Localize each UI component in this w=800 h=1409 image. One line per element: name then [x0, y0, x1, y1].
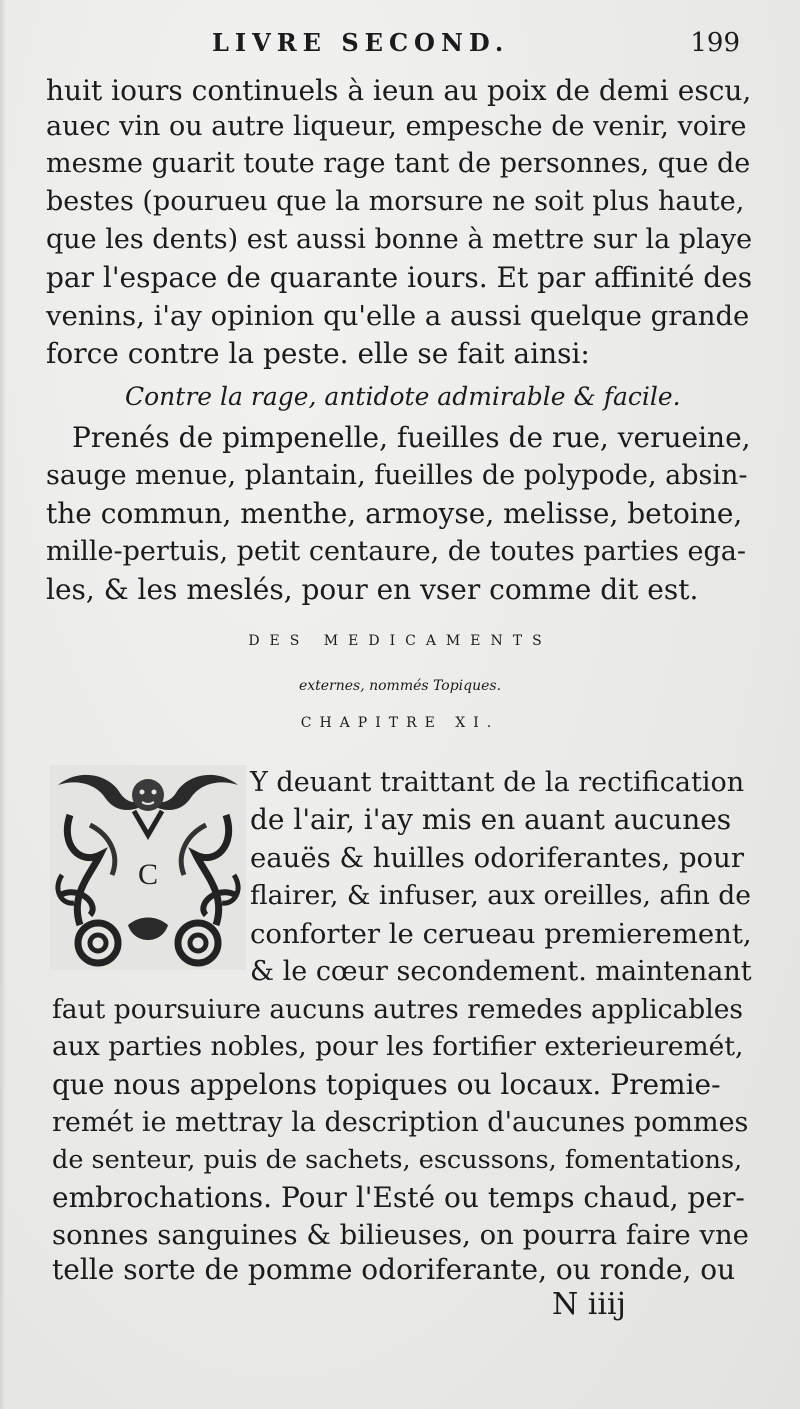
text-line: flairer, & infuser, aux oreilles, afin de [250, 880, 751, 911]
text-line: eauës & huilles odoriferantes, pour [250, 842, 744, 874]
chapter-heading: CHAPITRE XI. [300, 715, 500, 731]
section-subtitle: externes, nommés Topiques. [298, 678, 502, 694]
text-line: conforter le cerueau premierement, [250, 918, 752, 950]
text-line: mille-pertuis, petit centaure, de toutes parties ega- [46, 536, 747, 567]
running-head: LIVRE SECOND. [212, 28, 510, 57]
text-line: de l'air, i'ay mis en auant aucunes [250, 803, 732, 836]
text-line: the commun, menthe, armoyse, melisse, betoine, [46, 497, 743, 530]
text-line: remét ie mettray la description d'aucunes pommes [52, 1107, 749, 1138]
text-line: huit iours continuels à ieun au poix de demi escu, [46, 74, 752, 107]
text-line: & le cœur secondement. maintenant [250, 956, 752, 987]
text-line: aux parties nobles, pour les fortifier exterieuremét, [52, 1031, 744, 1062]
text-line: venins, i'ay opinion qu'elle a aussi quelque grande [46, 300, 750, 332]
page-header [0, 28, 800, 62]
page-edge [0, 0, 6, 1409]
text-line: sonnes sanguines & bilieuses, on pourra faire vne [52, 1219, 749, 1251]
page-number: 199 [690, 28, 740, 58]
text-line: Prenés de pimpenelle, fueilles de rue, verueine, [72, 421, 751, 454]
text-line: mesme guarit toute rage tant de personnes, que de [46, 148, 751, 179]
text-line: de senteur, puis de sachets, escussons, fomentations, [52, 1145, 743, 1175]
text-line: les, & les meslés, pour en vser comme dit est. [46, 573, 699, 606]
text-line: force contre la peste. elle se fait ainsi: [46, 337, 590, 370]
drop-cap-letter: C [137, 858, 159, 891]
signature-mark: N iiij [552, 1287, 626, 1322]
text-line: faut poursuiure aucuns autres remedes applicables [52, 994, 744, 1025]
text-line: sauge menue, plantain, fueilles de polypode, absin- [46, 460, 748, 491]
recipe-title: Contre la rage, antidote admirable & facile. [125, 382, 681, 411]
text-line: Y deuant traittant de la rectification [250, 767, 745, 798]
text-line: bestes (pourueu que la morsure ne soit plus haute, [46, 186, 745, 217]
text-line: que les dents) est aussi bonne à mettre sur la playe [46, 224, 753, 255]
text-line: que nous appelons topiques ou locaux. Premie- [52, 1068, 721, 1101]
text-line: embrochations. Pour l'Esté ou temps chaud, per- [52, 1181, 745, 1214]
text-line: par l'espace de quarante iours. Et par affinité des [46, 261, 753, 294]
ornamental-initial-icon [50, 765, 246, 970]
text-line: telle sorte de pomme odoriferante, ou ronde, ou [52, 1253, 736, 1286]
section-title: DES MEDICAMENTS [248, 633, 552, 649]
text-line: auec vin ou autre liqueur, empesche de venir, voire [46, 111, 747, 142]
